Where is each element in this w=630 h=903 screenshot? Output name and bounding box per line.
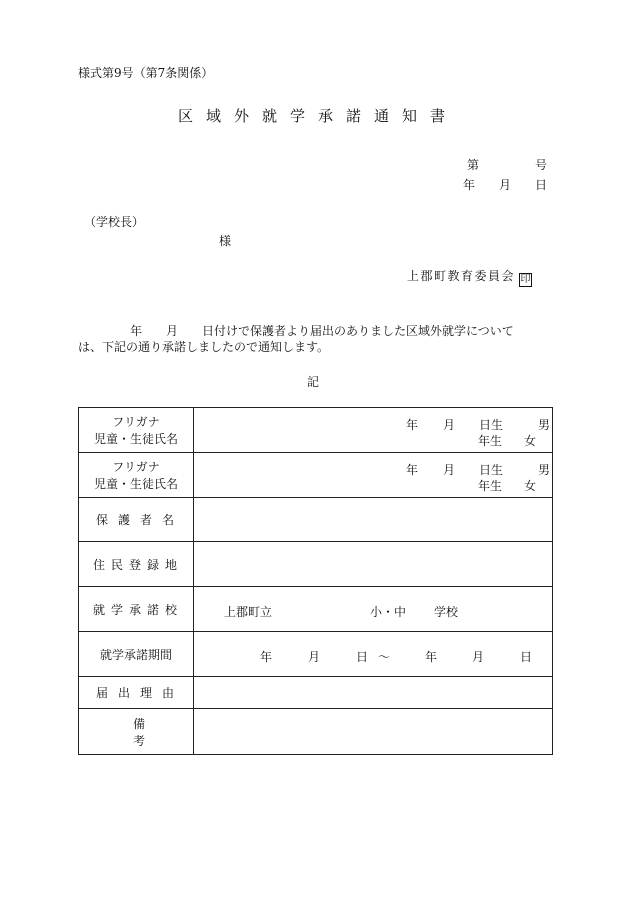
- school-town: 上郡町立: [224, 605, 273, 619]
- date-month: 月: [498, 178, 511, 192]
- remarks-value[interactable]: [194, 709, 553, 755]
- student-row-1: [79, 408, 553, 453]
- sex-male: 男: [538, 418, 551, 432]
- sex-female: 女: [524, 479, 537, 493]
- school-row: [79, 587, 553, 632]
- school-type: 小・中: [370, 605, 407, 619]
- addressee-honorific: 様: [219, 234, 232, 248]
- student-name-label: 児童・生徒氏名: [93, 432, 178, 446]
- period-end-month: 月: [472, 650, 485, 664]
- period-end-day: 日: [520, 650, 533, 664]
- period-tilde: ～: [378, 650, 391, 664]
- notice-table: [78, 407, 553, 755]
- number-prefix: 第: [467, 158, 480, 172]
- number-suffix: 号: [534, 158, 547, 172]
- student-name-label: 児童・生徒氏名: [93, 477, 178, 491]
- birth-month: 月: [443, 463, 456, 477]
- student-row-2: [79, 453, 553, 498]
- grade: 年生: [478, 479, 503, 493]
- student-value-cell[interactable]: [194, 408, 553, 453]
- addressee-principal: （学校長）: [84, 215, 145, 229]
- furigana-label: フリガナ: [112, 460, 160, 474]
- reason-row: [79, 677, 553, 709]
- guardian-label: 保護者名: [79, 498, 194, 542]
- student-value-cell[interactable]: [194, 453, 553, 498]
- birth-year: 年: [406, 463, 419, 477]
- date-day: 日: [534, 178, 547, 192]
- guardian-value[interactable]: [194, 498, 553, 542]
- period-start-year: 年: [260, 650, 273, 664]
- school-suffix: 学校: [434, 605, 459, 619]
- form-number: 様式第9号（第7条関係）: [78, 66, 214, 80]
- sex-male: 男: [538, 463, 551, 477]
- furigana-label: フリガナ: [112, 415, 160, 429]
- grade: 年生: [478, 434, 503, 448]
- ki-heading: 記: [307, 375, 320, 389]
- remarks-row: [79, 709, 553, 755]
- sex-female: 女: [524, 434, 537, 448]
- birth-day: 日生: [479, 418, 504, 432]
- period-row: [79, 632, 553, 677]
- period-start-month: 月: [308, 650, 321, 664]
- address-row: [79, 542, 553, 587]
- document-title: 区域外就学承諾通知書: [177, 107, 458, 125]
- period-end-year: 年: [425, 650, 438, 664]
- reference-number: [467, 159, 547, 171]
- address-value[interactable]: [194, 542, 553, 587]
- seal-mark: 印: [520, 274, 531, 285]
- issue-date: [463, 179, 547, 191]
- reason-label: 届出理由: [79, 677, 194, 709]
- birth-day: 日生: [479, 463, 504, 477]
- school-label: 就学承諾校: [79, 587, 194, 632]
- period-value[interactable]: [194, 632, 553, 677]
- birth-year: 年: [406, 418, 419, 432]
- guardian-row: [79, 498, 553, 542]
- period-start-day: 日: [356, 650, 369, 664]
- issuer: [407, 270, 532, 287]
- student-label-cell: [79, 408, 194, 453]
- body-line-1: 年 月 日付けで保護者より届出のありました区域外就学について: [130, 324, 514, 338]
- remarks-label: 備考: [79, 709, 194, 755]
- issuer-name: 上郡町教育委員会: [407, 269, 516, 283]
- date-year: 年: [463, 178, 476, 192]
- body-line-2: は、下記の通り承諾しましたので通知します。: [78, 340, 330, 354]
- period-label: 就学承諾期間: [79, 632, 194, 677]
- reason-value[interactable]: [194, 677, 553, 709]
- school-value[interactable]: [194, 587, 553, 632]
- student-label-cell: [79, 453, 194, 498]
- address-label: 住民登録地: [79, 542, 194, 587]
- birth-month: 月: [443, 418, 456, 432]
